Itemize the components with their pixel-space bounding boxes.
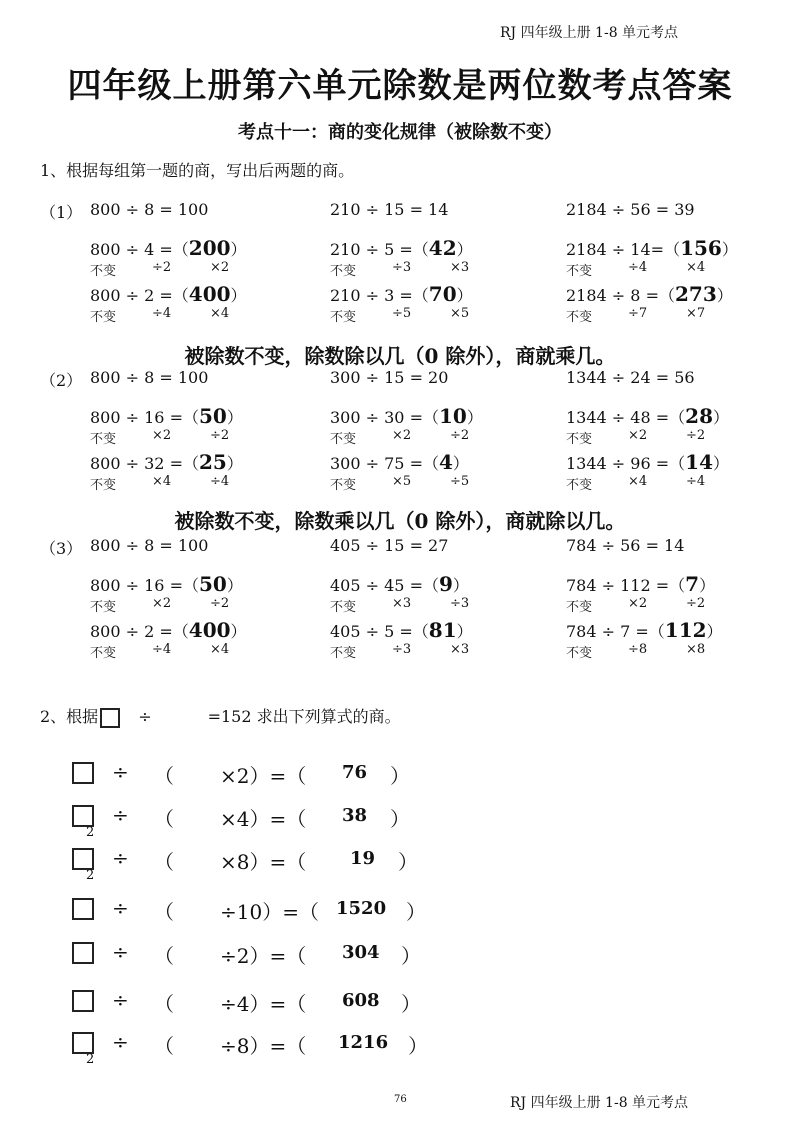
base-equation: 800 ÷ 8 = 100 <box>90 200 209 219</box>
change-note: 不变 <box>90 264 117 279</box>
group-label: （3） <box>40 539 83 558</box>
change-note: ÷5 <box>392 306 412 321</box>
equation-text: 800 ÷ 16 =（ <box>90 408 199 427</box>
open-paren: （ <box>154 944 174 968</box>
change-note: 不变 <box>330 432 357 447</box>
derived-equation <box>90 282 247 306</box>
answer-value: 50 <box>198 572 227 596</box>
open-paren: （ <box>154 900 174 924</box>
quotient-equation <box>72 940 492 972</box>
closing-paren: ） <box>390 764 410 788</box>
change-note: ×4 <box>210 306 230 321</box>
answer-value: 28 <box>685 404 713 428</box>
change-note: 不变 <box>330 310 357 325</box>
change-note: 不变 <box>566 264 593 279</box>
answer-value: 10 <box>438 404 467 428</box>
change-note: ×2 <box>210 260 230 275</box>
change-note: ×3 <box>392 596 412 611</box>
answer-value: 42 <box>428 236 457 260</box>
change-note: 不变 <box>90 478 117 493</box>
answer-value: 1216 <box>338 1032 389 1053</box>
operation-text: ÷2）=（ <box>220 944 307 968</box>
open-paren: （ <box>154 850 174 874</box>
change-note: ×3 <box>450 260 470 275</box>
change-note: ÷2 <box>686 428 706 443</box>
answer-value: 19 <box>350 848 376 869</box>
answer-value: 7 <box>685 572 700 596</box>
equation-text: 300 ÷ 75 =（ <box>330 454 439 473</box>
derived-equation <box>90 236 247 260</box>
open-paren: （ <box>154 992 174 1016</box>
change-note: 不变 <box>90 600 117 615</box>
derived-equation <box>330 572 469 596</box>
answer-value: 1520 <box>336 898 387 919</box>
derived-equation <box>330 236 473 260</box>
divide-sign: ÷ <box>112 988 129 1012</box>
blank-box-icon <box>100 708 120 728</box>
change-note: ×2 <box>628 596 648 611</box>
equation-text: 800 ÷ 2 =（ <box>90 286 189 305</box>
change-note: ÷2 <box>450 428 470 443</box>
change-note: ÷4 <box>686 474 706 489</box>
change-note: ×3 <box>450 642 470 657</box>
answer-value: 14 <box>685 450 713 474</box>
open-paren: （ <box>154 807 174 831</box>
change-note: ÷2 <box>686 596 706 611</box>
open-paren: （ <box>154 764 174 788</box>
answer-value: 76 <box>342 762 368 783</box>
closing-paren: ） <box>456 622 473 641</box>
closing-paren: ） <box>230 240 247 259</box>
change-note: ÷3 <box>392 260 412 275</box>
answer-value: 400 <box>188 618 231 642</box>
answer-value: 608 <box>342 990 380 1011</box>
equation-text: 800 ÷ 16 =（ <box>90 576 199 595</box>
group-label: （2） <box>40 371 83 390</box>
change-note: 不变 <box>330 646 357 661</box>
change-note: 不变 <box>330 264 357 279</box>
change-note: ×4 <box>628 474 648 489</box>
derived-equation <box>330 618 473 642</box>
closing-paren: ） <box>230 622 247 641</box>
base-equation: 300 ÷ 15 = 20 <box>330 368 449 387</box>
change-note: ÷4 <box>210 474 230 489</box>
answer-value: 38 <box>342 805 368 826</box>
divide-sign: ÷ <box>112 846 129 870</box>
closing-paren: ） <box>230 286 247 305</box>
change-note: ×2 <box>392 428 412 443</box>
change-note: ÷7 <box>628 306 648 321</box>
answer-value: 304 <box>342 942 380 963</box>
change-note: ×2 <box>152 428 172 443</box>
closing-paren: ） <box>721 240 738 259</box>
answer-value: 4 <box>438 450 453 474</box>
base-equation: 800 ÷ 8 = 100 <box>90 368 209 387</box>
rule-statement: 被除数不变，除数除以几（0 除外），商就乘几。 <box>184 344 616 368</box>
base-equation: 210 ÷ 15 = 14 <box>330 200 449 219</box>
change-note: ÷2 <box>152 260 172 275</box>
operation-text: ×8）=（ <box>220 850 307 874</box>
equation-text: 405 ÷ 45 =（ <box>330 576 439 595</box>
change-note: ×5 <box>450 306 470 321</box>
derived-equation <box>90 572 243 596</box>
closing-paren: ） <box>401 992 421 1016</box>
derived-equation <box>330 282 473 306</box>
closing-paren: ） <box>456 286 473 305</box>
closing-paren: ） <box>398 850 418 874</box>
change-note: ÷4 <box>152 642 172 657</box>
change-note: ×4 <box>210 642 230 657</box>
base-equation: 405 ÷ 15 = 27 <box>330 536 449 555</box>
answer-value: 400 <box>188 282 231 306</box>
derived-equation <box>566 618 723 642</box>
closing-paren: ） <box>706 622 723 641</box>
answer-value: 81 <box>428 618 457 642</box>
change-note: ×4 <box>152 474 172 489</box>
divide-sign: ÷ <box>112 760 129 784</box>
derived-equation <box>90 450 243 474</box>
change-note: ×2 <box>628 428 648 443</box>
change-note: ÷8 <box>628 642 648 657</box>
blank-box-icon <box>72 762 94 784</box>
change-note: 不变 <box>566 310 593 325</box>
blank-box-icon <box>72 805 94 827</box>
change-note: ×4 <box>686 260 706 275</box>
closing-paren: ） <box>713 408 730 427</box>
change-note: ÷3 <box>450 596 470 611</box>
closing-paren: ） <box>466 408 483 427</box>
blank-box-icon <box>72 848 94 870</box>
equation-text: 800 ÷ 2 =（ <box>90 622 189 641</box>
blank-box-icon <box>72 942 94 964</box>
page-header: RJ 四年级上册 1-8 单元考点 <box>500 25 679 41</box>
divide-sign: ÷ <box>112 1030 129 1054</box>
change-note: ÷4 <box>152 306 172 321</box>
change-note: ÷5 <box>450 474 470 489</box>
closing-paren: ） <box>226 454 243 473</box>
equation-text: 405 ÷ 5 =（ <box>330 622 429 641</box>
operation-text: ÷4）=（ <box>220 992 307 1016</box>
change-note: ×2 <box>152 596 172 611</box>
change-note: 不变 <box>90 310 117 325</box>
equation-text: 1344 ÷ 48 =（ <box>566 408 686 427</box>
change-note: ÷2 <box>210 428 230 443</box>
group-label: （1） <box>40 203 83 222</box>
change-note: 不变 <box>90 646 117 661</box>
change-note: 不变 <box>330 600 357 615</box>
closing-paren: ） <box>452 454 469 473</box>
divide-sign: ÷ <box>112 940 129 964</box>
change-note: 不变 <box>566 478 593 493</box>
answer-value: 70 <box>428 282 457 306</box>
equation-text: 210 ÷ 5 =（ <box>330 240 429 259</box>
answer-value: 9 <box>438 572 453 596</box>
base-equation: 800 ÷ 8 = 100 <box>90 536 209 555</box>
change-note: ×8 <box>686 642 706 657</box>
operation-text: ×4）=（ <box>220 807 307 831</box>
answer-value: 273 <box>674 282 717 306</box>
closing-paren: ） <box>401 944 421 968</box>
derived-equation <box>566 404 729 428</box>
answer-value: 25 <box>198 450 227 474</box>
blank-box-icon <box>72 990 94 1012</box>
change-note: 不变 <box>90 432 117 447</box>
derived-equation <box>566 236 738 260</box>
closing-paren: ） <box>390 807 410 831</box>
derived-equation <box>90 618 247 642</box>
equation-text: 1344 ÷ 96 =（ <box>566 454 686 473</box>
stray-mark: 2 <box>86 868 95 883</box>
derived-equation <box>330 450 469 474</box>
operation-text: ÷10）=（ <box>220 900 319 924</box>
answer-value: 50 <box>198 404 227 428</box>
quotient-equation <box>72 988 492 1020</box>
change-note: ÷3 <box>392 642 412 657</box>
equation-text: 800 ÷ 4 =（ <box>90 240 189 259</box>
closing-paren: ） <box>226 408 243 427</box>
change-note: 不变 <box>566 600 593 615</box>
change-note: 不变 <box>566 432 593 447</box>
change-note: 不变 <box>330 478 357 493</box>
divide-sign: ÷ <box>112 803 129 827</box>
change-note: 不变 <box>566 646 593 661</box>
open-paren: （ <box>154 1034 174 1058</box>
closing-paren: ） <box>452 576 469 595</box>
blank-box-icon <box>72 1032 94 1054</box>
change-note: ×5 <box>392 474 412 489</box>
closing-paren: ） <box>699 576 716 595</box>
derived-equation <box>566 450 729 474</box>
question-2-prompt: 2、根据 ÷ =152 求出下列算式的商。 <box>40 707 401 726</box>
page-footer: RJ 四年级上册 1-8 单元考点 <box>510 1095 689 1111</box>
base-equation: 784 ÷ 56 = 14 <box>566 536 685 555</box>
closing-paren: ） <box>406 900 426 924</box>
operation-text: ÷8）=（ <box>220 1034 307 1058</box>
derived-equation <box>566 572 715 596</box>
rule-statement: 被除数不变，除数乘以几（0 除外），商就除以几。 <box>174 509 626 533</box>
quotient-equation <box>72 1030 492 1067</box>
base-equation: 2184 ÷ 56 = 39 <box>566 200 695 219</box>
closing-paren: ） <box>456 240 473 259</box>
closing-paren: ） <box>713 454 730 473</box>
divide-sign: ÷ <box>112 896 129 920</box>
equation-text: 2184 ÷ 14=（ <box>566 240 681 259</box>
page-title: 四年级上册第六单元除数是两位数考点答案 <box>67 66 733 106</box>
equation-text: 210 ÷ 3 =（ <box>330 286 429 305</box>
change-note: ÷4 <box>628 260 648 275</box>
derived-equation <box>330 404 483 428</box>
equation-text: 800 ÷ 32 =（ <box>90 454 199 473</box>
closing-paren: ） <box>408 1034 428 1058</box>
change-note: ÷2 <box>210 596 230 611</box>
equation-text: 784 ÷ 7 =（ <box>566 622 665 641</box>
answer-value: 156 <box>680 236 722 260</box>
quotient-equation <box>72 896 492 928</box>
derived-equation <box>90 404 243 428</box>
quotient-equation <box>72 846 492 883</box>
base-equation: 1344 ÷ 24 = 56 <box>566 368 695 387</box>
answer-value: 200 <box>188 236 231 260</box>
equation-text: 784 ÷ 112 =（ <box>566 576 686 595</box>
stray-mark: 2 <box>86 1052 95 1067</box>
equation-text: 300 ÷ 30 =（ <box>330 408 439 427</box>
operation-text: ×2）=（ <box>220 764 307 788</box>
quotient-equation <box>72 760 492 792</box>
equation-text: 2184 ÷ 8 =（ <box>566 286 675 305</box>
page-number: 76 <box>394 1094 407 1105</box>
question-1-prompt: 1、根据每组第一题的商，写出后两题的商。 <box>40 161 355 180</box>
closing-paren: ） <box>716 286 733 305</box>
quotient-equation <box>72 803 492 840</box>
derived-equation <box>566 282 733 306</box>
section-subtitle: 考点十一：商的变化规律（被除数不变） <box>238 122 562 143</box>
closing-paren: ） <box>226 576 243 595</box>
stray-mark: 2 <box>86 825 95 840</box>
answer-value: 112 <box>664 618 707 642</box>
blank-box-icon <box>72 898 94 920</box>
change-note: ×7 <box>686 306 706 321</box>
